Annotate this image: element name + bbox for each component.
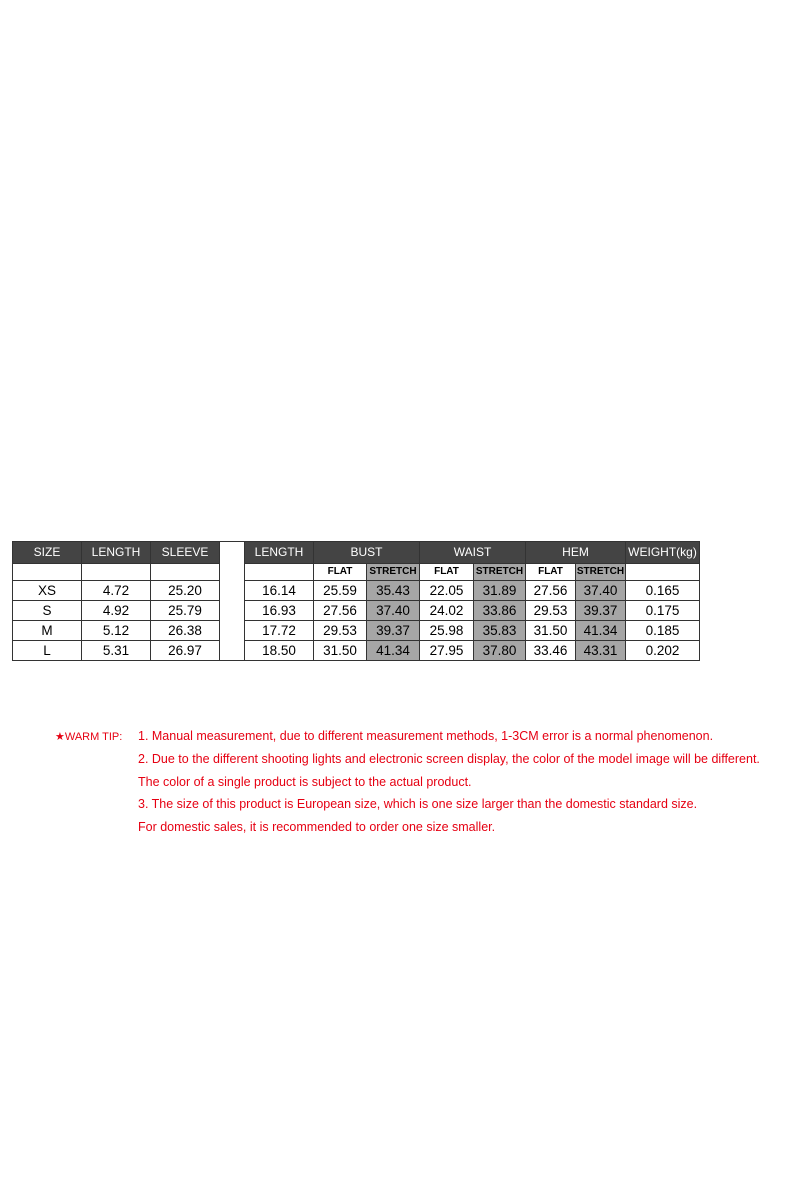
header-weight: WEIGHT(kg) [626,542,700,564]
cell-length: 4.92 [82,601,151,621]
cell-waist-stretch: 35.83 [474,621,526,641]
table-row [13,601,700,621]
cell-waist-flat: 22.05 [420,581,474,601]
cell-waist-flat: 27.95 [420,641,474,661]
cell-weight: 0.165 [626,581,700,601]
column-gap [220,542,245,661]
header-bust: BUST [314,542,420,564]
cell-weight: 0.175 [626,601,700,621]
cell-waist-stretch: 37.80 [474,641,526,661]
cell-hem-stretch: 37.40 [576,581,626,601]
size-chart-table [12,541,700,661]
header-length-2: LENGTH [245,542,314,564]
subheader-blank [245,564,314,581]
cell-sleeve: 26.97 [151,641,220,661]
cell-size: S [13,601,82,621]
table-subheader-row [13,564,700,581]
subheader-blank [13,564,82,581]
header-waist: WAIST [420,542,526,564]
cell-bust-stretch: 35.43 [367,581,420,601]
subheader-hem-stretch: STRETCH [576,564,626,581]
cell-length-2: 17.72 [245,621,314,641]
warm-tip-line-4: 3. The size of this product is European size, which is one size larger than the domestic standard size. [138,797,698,811]
header-sleeve: SLEEVE [151,542,220,564]
cell-length-2: 18.50 [245,641,314,661]
cell-hem-flat: 27.56 [526,581,576,601]
subheader-blank [626,564,700,581]
cell-hem-flat: 29.53 [526,601,576,621]
cell-length: 4.72 [82,581,151,601]
cell-sleeve: 26.38 [151,621,220,641]
cell-hem-stretch: 39.37 [576,601,626,621]
cell-hem-flat: 31.50 [526,621,576,641]
cell-size: XS [13,581,82,601]
table-row [13,621,700,641]
cell-length-2: 16.93 [245,601,314,621]
cell-bust-flat: 31.50 [314,641,367,661]
cell-hem-stretch: 41.34 [576,621,626,641]
table-row [13,641,700,661]
cell-bust-stretch: 41.34 [367,641,420,661]
cell-length-2: 16.14 [245,581,314,601]
warm-tip-line-2: 2. Due to the different shooting lights and electronic screen display, the color of the model image will be different. [138,752,760,766]
cell-bust-flat: 29.53 [314,621,367,641]
cell-size: L [13,641,82,661]
subheader-bust-flat: FLAT [314,564,367,581]
subheader-blank [82,564,151,581]
cell-bust-flat: 27.56 [314,601,367,621]
cell-bust-stretch: 37.40 [367,601,420,621]
cell-size: M [13,621,82,641]
warm-tip-line-3: The color of a single product is subject to the actual product. [138,775,472,789]
cell-hem-flat: 33.46 [526,641,576,661]
cell-weight: 0.185 [626,621,700,641]
subheader-hem-flat: FLAT [526,564,576,581]
header-size: SIZE [13,542,82,564]
subheader-blank [151,564,220,581]
table-row [13,581,700,601]
cell-waist-flat: 24.02 [420,601,474,621]
cell-waist-stretch: 31.89 [474,581,526,601]
header-length: LENGTH [82,542,151,564]
warm-tip-label: ★WARM TIP: [55,731,123,743]
header-hem: HEM [526,542,626,564]
table-header-row [13,542,700,564]
subheader-bust-stretch: STRETCH [367,564,420,581]
cell-bust-stretch: 39.37 [367,621,420,641]
cell-length: 5.31 [82,641,151,661]
subheader-waist-stretch: STRETCH [474,564,526,581]
cell-waist-stretch: 33.86 [474,601,526,621]
cell-hem-stretch: 43.31 [576,641,626,661]
cell-weight: 0.202 [626,641,700,661]
cell-waist-flat: 25.98 [420,621,474,641]
cell-length: 5.12 [82,621,151,641]
warm-tip-line-5: For domestic sales, it is recommended to order one size smaller. [138,820,496,834]
warm-tip-line-1: 1. Manual measurement, due to different measurement methods, 1-3CM error is a normal phenomenon. [138,729,714,743]
cell-sleeve: 25.20 [151,581,220,601]
subheader-waist-flat: FLAT [420,564,474,581]
cell-sleeve: 25.79 [151,601,220,621]
cell-bust-flat: 25.59 [314,581,367,601]
